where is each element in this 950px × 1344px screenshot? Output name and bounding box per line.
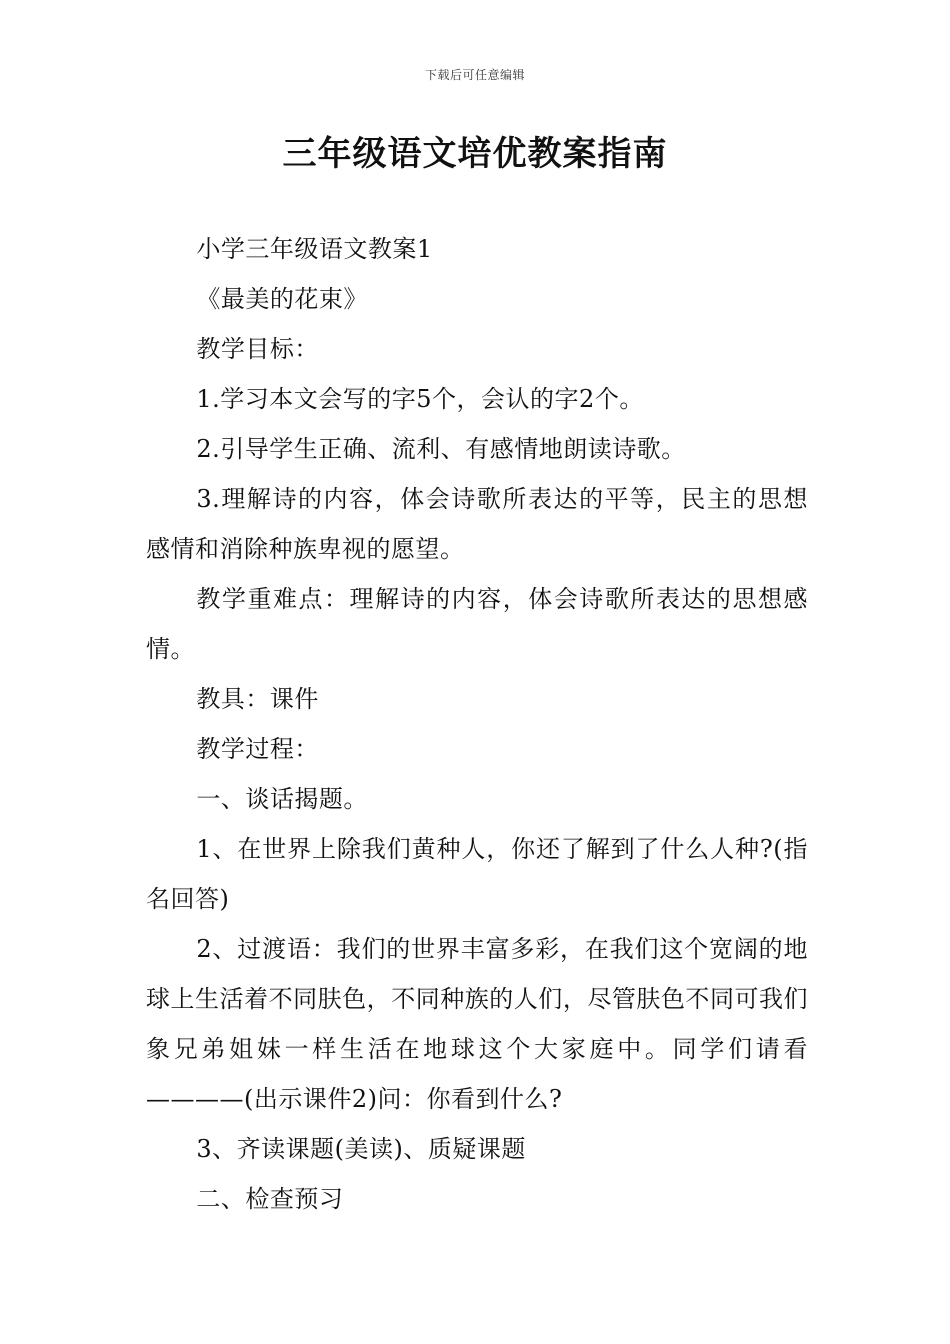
document-body <box>146 224 808 1224</box>
objectives-heading: 教学目标： <box>196 335 319 363</box>
lesson-text-title: 《最美的花束》 <box>196 285 368 313</box>
section-heading: 二、检查预习 <box>196 1185 344 1213</box>
objective-item: 1.学习本文会写的字5个，会认的字2个。 <box>196 385 644 413</box>
step-paragraph: 2、过渡语：我们的世界丰富多彩，在我们这个宽阔的地球上生活着不同肤色，不同种族的人们，尽管肤色不同可我们象兄弟姐妹一样生活在地球这个大家庭中。同学们请看————(出示课件2)问：你看到什么? <box>146 935 808 1113</box>
teaching-aids-paragraph: 教具：课件 <box>196 685 319 713</box>
objective-item: 3.理解诗的内容，体会诗歌所表达的平等，民主的思想感情和消除种族卑视的愿望。 <box>146 485 808 563</box>
key-points-paragraph: 教学重难点：理解诗的内容，体会诗歌所表达的思想感情。 <box>146 585 808 663</box>
step-paragraph: 1、在世界上除我们黄种人，你还了解到了什么人种?(指名回答) <box>146 835 808 913</box>
objective-item: 2.引导学生正确、流利、有感情地朗读诗歌。 <box>196 435 686 463</box>
section-heading: 一、谈话揭题。 <box>196 785 368 813</box>
header-note: 下载后可任意编辑 <box>424 68 525 82</box>
lesson-heading: 小学三年级语文教案1 <box>196 235 433 263</box>
step-paragraph: 3、齐读课题(美读)、质疑课题 <box>196 1135 526 1163</box>
process-heading: 教学过程： <box>196 735 319 763</box>
document-title: 三年级语文培优教案指南 <box>282 134 668 174</box>
